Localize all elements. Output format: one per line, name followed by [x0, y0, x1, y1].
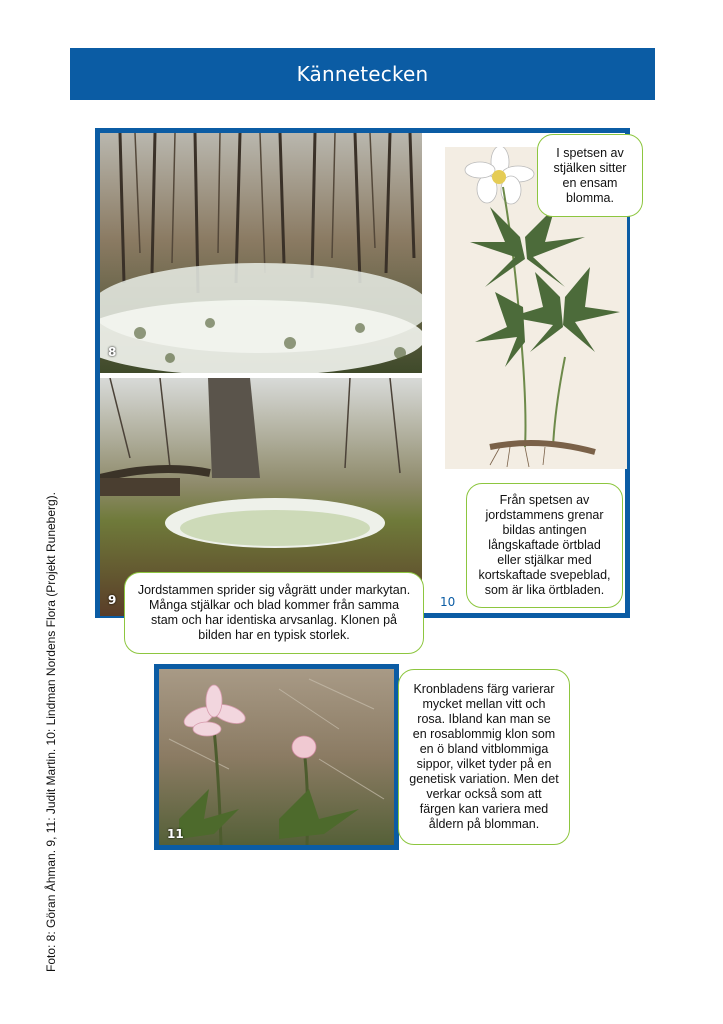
photo-number-11: 11: [167, 827, 184, 841]
page-title-banner: [70, 48, 655, 100]
page-title: Kännetecken: [296, 62, 429, 86]
photo-pink-anemones-frame: [154, 664, 399, 850]
photo-pink-anemones: [159, 669, 394, 845]
photo-number-10: 10: [440, 595, 456, 609]
caption-flower-tip: I spetsen av stjälken sitter en ensam blomma.: [537, 134, 643, 217]
photo-number-8: 8: [108, 345, 117, 359]
caption-petal-color: Kronbladens färg varierar mycket mellan vitt och rosa. Ibland kan man se en rosablommig klon som en ö bland vitblommiga sippor, vilket tyder på en genetisk variation. Men det verkar också som att färgen kan variera med åldern på blomman.: [398, 669, 570, 845]
caption-rhizome-branches: Från spetsen av jordstammens grenar bildas antingen långskaftade örtblad eller stjälkar med kortskaftade svepeblad, som är lika örtbladen.: [466, 483, 623, 608]
photo-forest-anemones: [100, 133, 422, 373]
photo-credit: Foto: 8: Göran Åhman. 9, 11: Judit Martin. 10: Lindman Nordens Flora (Projekt Runeberg).: [44, 491, 58, 972]
photo-number-9: 9: [108, 593, 117, 607]
caption-rhizome-spread: Jordstammen sprider sig vågrätt under markytan. Många stjälkar och blad kommer från samma stam och har identiska arvsanlag. Klonen på bilden har en typisk storlek.: [124, 572, 424, 654]
